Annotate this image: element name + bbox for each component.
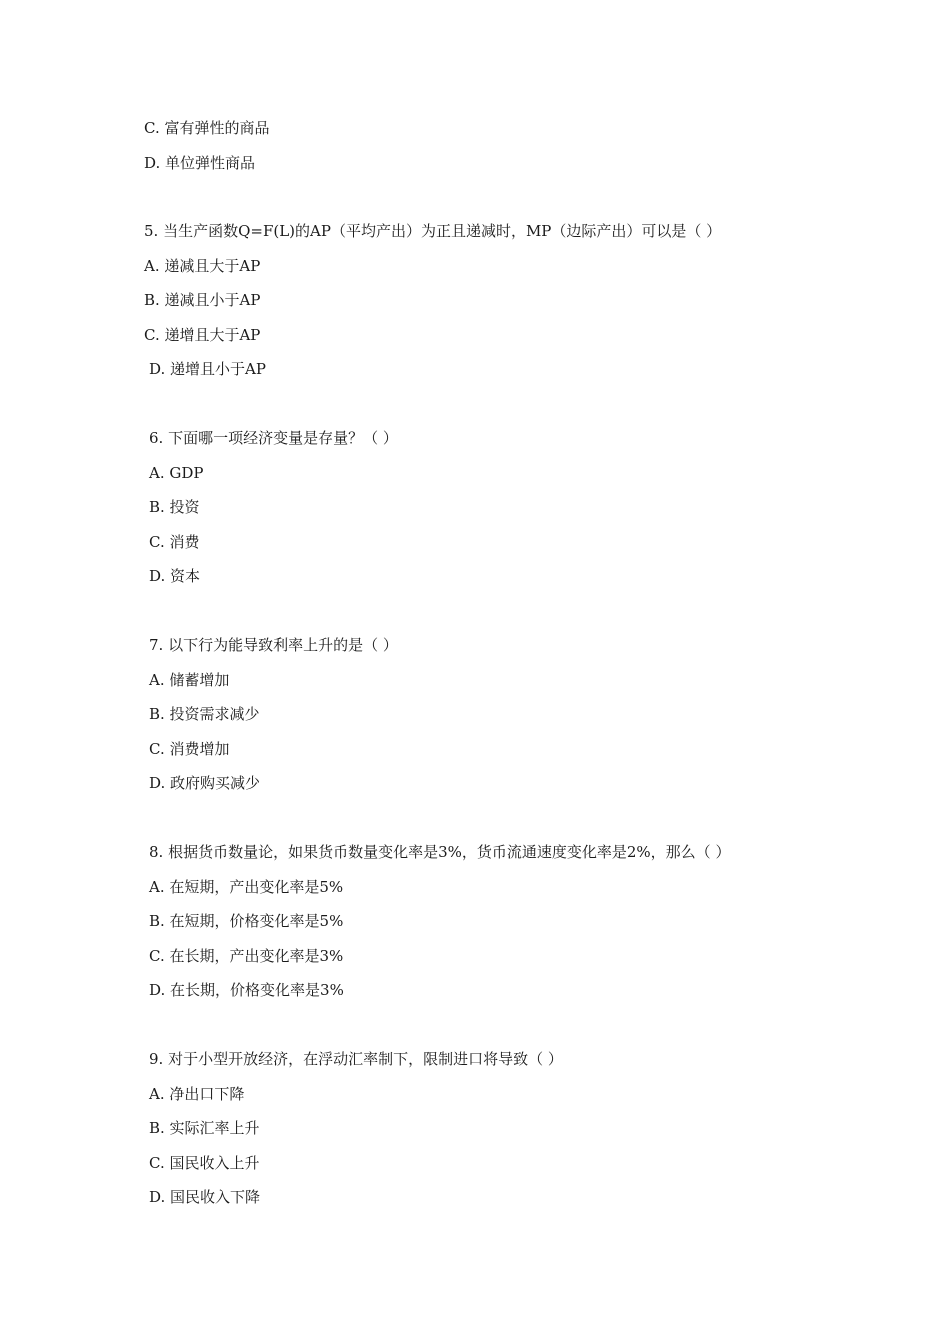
question-9-option-c: C. 国民收入上升 <box>149 1154 260 1172</box>
question-7-stem: 7. 以下行为能导致利率上升的是（ ） <box>149 636 398 654</box>
question-9-option-b: B. 实际汇率上升 <box>149 1119 260 1137</box>
question-5-stem: 5. 当生产函数Q=F(L)的AP（平均产出）为正且递减时，MP（边际产出）可以是（ ） <box>144 222 722 240</box>
question-6-option-d: D. 资本 <box>149 567 201 585</box>
question-7-option-d: D. 政府购买减少 <box>149 774 261 792</box>
question-6-option-a: A. GDP <box>149 464 204 482</box>
question-5-option-a: A. 递减且大于AP <box>144 257 261 275</box>
question-5-option-c: C. 递增且大于AP <box>144 326 261 344</box>
question-8-option-d: D. 在长期，价格变化率是3% <box>149 981 344 999</box>
question-5-option-d: D. 递增且小于AP <box>149 360 266 378</box>
option-d-prev: D. 单位弹性商品 <box>144 154 256 172</box>
question-9-stem: 9. 对于小型开放经济，在浮动汇率制下，限制进口将导致（ ） <box>149 1050 563 1068</box>
question-8-stem: 8. 根据货币数量论，如果货币数量变化率是3%，货币流通速度变化率是2%，那么（ ） <box>149 843 731 861</box>
question-8-option-b: B. 在短期，价格变化率是5% <box>149 912 344 930</box>
question-6-option-c: C. 消费 <box>149 533 200 551</box>
question-9-option-d: D. 国民收入下降 <box>149 1188 261 1206</box>
question-7-option-a: A. 储蓄增加 <box>149 671 230 689</box>
question-5-option-b: B. 递减且小于AP <box>144 291 261 309</box>
question-7-option-b: B. 投资需求减少 <box>149 705 260 723</box>
question-9-option-a: A. 净出口下降 <box>149 1085 245 1103</box>
option-c-prev: C. 富有弹性的商品 <box>144 119 270 137</box>
question-8-option-c: C. 在长期，产出变化率是3% <box>149 947 344 965</box>
question-6-option-b: B. 投资 <box>149 498 200 516</box>
question-6-stem: 6. 下面哪一项经济变量是存量？（ ） <box>149 429 398 447</box>
question-8-option-a: A. 在短期，产出变化率是5% <box>149 878 344 896</box>
question-7-option-c: C. 消费增加 <box>149 740 230 758</box>
